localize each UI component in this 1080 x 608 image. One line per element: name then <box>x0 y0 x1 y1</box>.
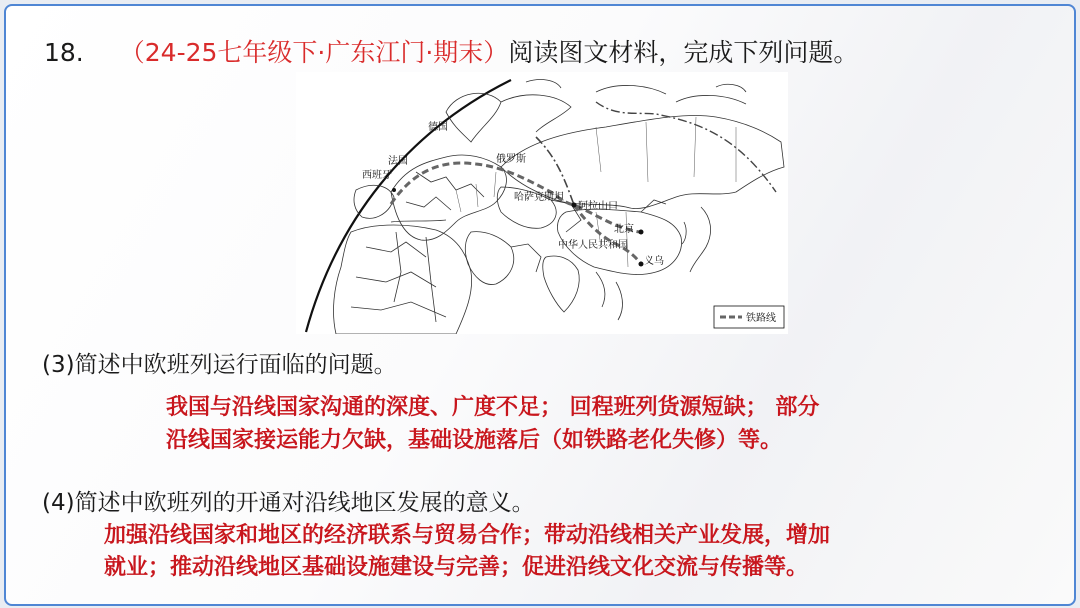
map-label-yiwu: 义乌 <box>644 256 664 267</box>
question-number: 18. <box>44 38 84 67</box>
map-label-china: 中华人民共和国 <box>558 240 628 251</box>
question-instruction: 阅读图文材料，完成下列问题。 <box>508 38 859 67</box>
part3-answer-line1: 我国与沿线国家沟通的深度、广度不足； 回程班列货源短缺； 部分 <box>166 395 820 420</box>
map-label-alashankou: 阿拉山口 <box>578 201 618 212</box>
question-header <box>44 36 858 70</box>
map-legend-label: 铁路线 <box>746 313 776 324</box>
part3-answer-line2: 沿线国家接运能力欠缺，基础设施落后（如铁路老化失修）等。 <box>166 428 783 453</box>
part4-answer-line2: 就业；推动沿线地区基础设施建设与完善；促进沿线文化交流与传播等。 <box>104 555 809 580</box>
part3-question: (3)简述中欧班列运行面临的问题。 <box>42 352 397 378</box>
map-label-russia: 俄罗斯 <box>496 154 526 165</box>
railway-map <box>296 72 788 334</box>
slide <box>4 4 1076 606</box>
map-legend <box>714 306 784 328</box>
part4-answer-line1: 加强沿线国家和地区的经济联系与贸易合作；带动沿线相关产业发展，增加 <box>104 523 831 548</box>
map-figure <box>296 72 788 334</box>
part4-question: (4)简述中欧班列的开通对沿线地区发展的意义。 <box>42 490 535 516</box>
map-label-france: 法国 <box>388 156 408 167</box>
question-source: （24-25七年级下·广东江门·期末） <box>119 38 509 67</box>
map-label-beijing: 北京 <box>614 224 634 235</box>
map-label-spain: 西班牙 <box>362 170 392 181</box>
map-label-germany: 德国 <box>428 122 448 133</box>
map-label-kazakhstan: 哈萨克斯坦 <box>514 192 564 203</box>
